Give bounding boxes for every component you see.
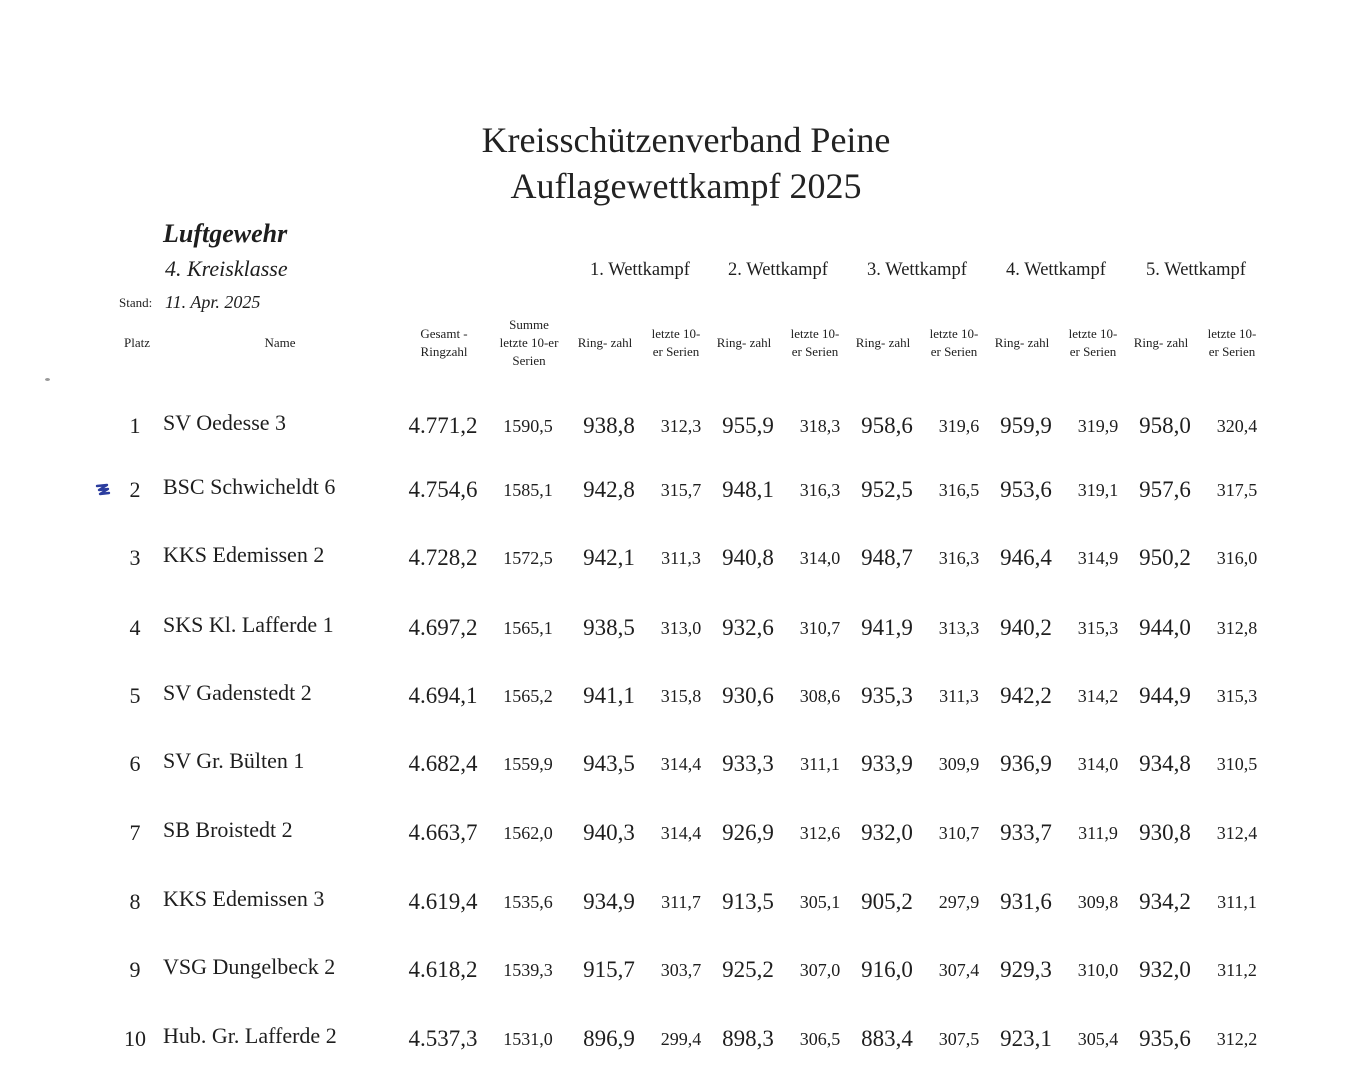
wettkampf-3-ringzahl-cell: 916,0 [861, 957, 913, 982]
wettkampf-4-ringzahl-cell: 936,9 [1000, 751, 1052, 776]
wettkampf-5-serien-cell: 311,2 [1217, 960, 1257, 980]
team-name-cell: Hub. Gr. Lafferde 2 [163, 1023, 337, 1048]
wettkampf-1-ringzahl-cell: 942,1 [583, 545, 635, 570]
wettkampf-5-serien-cell: 312,8 [1216, 618, 1258, 638]
wettkampf-2-ringzahl-cell: 933,3 [722, 751, 774, 776]
wettkampf-1-ringzahl-cell: 915,7 [583, 957, 635, 982]
wettkampf-3-ringzahl-cell: 883,4 [861, 1026, 913, 1051]
wettkampf-3-ringzahl-cell: 941,9 [861, 615, 913, 640]
table-row [0, 411, 1354, 441]
column-header-ringzahl-2: Ring- zahl [716, 335, 772, 350]
competition-header-2: 2. Wettkampf [728, 260, 828, 280]
wettkampf-5-ringzahl-cell: 934,2 [1139, 889, 1191, 914]
wettkampf-3-serien-cell: 307,4 [938, 960, 980, 980]
wettkampf-2-ringzahl-cell: 898,3 [722, 1026, 774, 1051]
platz-cell: 4 [129, 615, 141, 640]
wettkampf-2-serien-cell: 308,6 [799, 686, 841, 706]
wettkampf-4-ringzahl-cell: 942,2 [1000, 683, 1052, 708]
wettkampf-3-serien-cell: 319,6 [938, 416, 980, 436]
gesamt-ringzahl-cell: 4.694,1 [408, 683, 478, 708]
title-competition: Auflagewettkampf 2025 [510, 166, 862, 206]
wettkampf-5-ringzahl-cell: 944,9 [1139, 683, 1191, 708]
summe-serien-cell: 1531,0 [503, 1029, 553, 1049]
wettkampf-1-serien-cell: 311,3 [661, 548, 701, 568]
team-name-cell: BSC Schwicheldt 6 [163, 474, 336, 499]
wettkampf-2-serien-cell: 306,5 [799, 1029, 841, 1049]
summe-serien-cell: 1559,9 [503, 754, 553, 774]
wettkampf-1-serien-cell: 313,0 [660, 618, 702, 638]
column-header-line: er Serien [1208, 344, 1256, 359]
column-header-line: letzte 10-er [499, 335, 559, 350]
wettkampf-1-serien-cell: 314,4 [660, 823, 702, 843]
wettkampf-2-serien-cell: 307,0 [799, 960, 841, 980]
gesamt-ringzahl-cell: 4.663,7 [408, 820, 478, 845]
wettkampf-2-ringzahl-cell: 940,8 [722, 545, 774, 570]
table-row [0, 955, 1354, 985]
platz-cell: 7 [129, 820, 141, 845]
wettkampf-3-serien-cell: 316,5 [938, 480, 980, 500]
wettkampf-3-ringzahl-cell: 948,7 [861, 545, 913, 570]
summe-serien-cell: 1572,5 [503, 548, 553, 568]
wettkampf-2-ringzahl-cell: 925,2 [722, 957, 774, 982]
wettkampf-4-serien-cell: 315,3 [1077, 618, 1119, 638]
wettkampf-4-serien-cell: 314,2 [1077, 686, 1119, 706]
wettkampf-4-ringzahl-cell: 929,3 [1000, 957, 1052, 982]
wettkampf-2-ringzahl-cell: 955,9 [722, 413, 774, 438]
gesamt-ringzahl-cell: 4.697,2 [408, 615, 478, 640]
wettkampf-2-serien-cell: 316,3 [799, 480, 841, 500]
wettkampf-4-serien-cell: 311,9 [1078, 823, 1118, 843]
column-header-summe [484, 316, 574, 370]
wettkampf-5-serien-cell: 317,5 [1216, 480, 1258, 500]
column-header-serien-3 [921, 325, 987, 361]
wettkampf-4-ringzahl-cell: 953,6 [1000, 477, 1052, 502]
wettkampf-2-ringzahl-cell: 913,5 [722, 889, 774, 914]
table-row [0, 475, 1354, 505]
wettkampf-4-ringzahl-cell: 923,1 [1000, 1026, 1052, 1051]
wettkampf-1-serien-cell: 314,4 [660, 754, 702, 774]
wettkampf-2-serien-cell: 312,6 [799, 823, 841, 843]
summe-serien-cell: 1590,5 [503, 416, 553, 436]
platz-cell: 10 [124, 1026, 146, 1051]
wettkampf-1-serien-cell: 303,7 [660, 960, 702, 980]
discipline-label: Luftgewehr [163, 219, 288, 248]
wettkampf-4-serien-cell: 305,4 [1077, 1029, 1119, 1049]
column-header-line: Ringzahl [420, 344, 468, 359]
team-name-cell: KKS Edemissen 2 [163, 542, 325, 567]
wettkampf-4-serien-cell: 310,0 [1077, 960, 1119, 980]
column-header-line: er Serien [791, 344, 839, 359]
column-header-serien-4 [1060, 325, 1126, 361]
team-name-cell: SV Gr. Bülten 1 [163, 748, 305, 773]
wettkampf-1-serien-cell: 299,4 [660, 1029, 702, 1049]
wettkampf-4-serien-cell: 309,8 [1077, 892, 1119, 912]
table-row [0, 818, 1354, 848]
summe-serien-cell: 1565,2 [503, 686, 553, 706]
wettkampf-1-ringzahl-cell: 941,1 [583, 683, 635, 708]
competition-header-1: 1. Wettkampf [590, 260, 690, 280]
wettkampf-3-ringzahl-cell: 933,9 [861, 751, 913, 776]
wettkampf-5-ringzahl-cell: 944,0 [1139, 615, 1191, 640]
column-header-serien-1 [643, 325, 709, 361]
summe-serien-cell: 1535,6 [503, 892, 553, 912]
column-header-ringzahl-5: Ring- zahl [1133, 335, 1189, 350]
platz-cell: 3 [129, 545, 141, 570]
wettkampf-3-ringzahl-cell: 935,3 [861, 683, 913, 708]
gesamt-ringzahl-cell: 4.618,2 [408, 957, 478, 982]
wettkampf-2-serien-cell: 305,1 [799, 892, 841, 912]
wettkampf-5-serien-cell: 312,2 [1216, 1029, 1258, 1049]
column-header-line: letzte 10- [651, 326, 701, 341]
gesamt-ringzahl-cell: 4.619,4 [408, 889, 478, 914]
wettkampf-2-serien-cell: 318,3 [799, 416, 841, 436]
wettkampf-3-ringzahl-cell: 932,0 [861, 820, 913, 845]
table-row [0, 681, 1354, 711]
column-header-ringzahl-3: Ring- zahl [855, 335, 911, 350]
wettkampf-4-ringzahl-cell: 940,2 [1000, 615, 1052, 640]
column-header-line: Serien [512, 353, 546, 368]
competition-header-5: 5. Wettkampf [1146, 260, 1246, 280]
wettkampf-3-serien-cell: 310,7 [938, 823, 980, 843]
summe-serien-cell: 1539,3 [503, 960, 553, 980]
platz-cell: 2 [129, 477, 141, 502]
column-header-ringzahl-4: Ring- zahl [994, 335, 1050, 350]
wettkampf-1-ringzahl-cell: 934,9 [583, 889, 635, 914]
column-header-name: Name [264, 335, 296, 350]
column-header-ringzahl-1: Ring- zahl [577, 335, 633, 350]
wettkampf-5-ringzahl-cell: 932,0 [1139, 957, 1191, 982]
table-row [0, 887, 1354, 917]
table-row [0, 749, 1354, 779]
wettkampf-5-serien-cell: 316,0 [1216, 548, 1258, 568]
column-header-serien-5 [1199, 325, 1265, 361]
wettkampf-2-serien-cell: 314,0 [799, 548, 841, 568]
column-header-line: letzte 10- [1068, 326, 1118, 341]
wettkampf-2-ringzahl-cell: 932,6 [722, 615, 774, 640]
wettkampf-5-ringzahl-cell: 957,6 [1139, 477, 1191, 502]
wettkampf-1-ringzahl-cell: 896,9 [583, 1026, 635, 1051]
gesamt-ringzahl-cell: 4.728,2 [408, 545, 478, 570]
wettkampf-1-ringzahl-cell: 938,8 [583, 413, 635, 438]
column-header-line: letzte 10- [929, 326, 979, 341]
wettkampf-5-ringzahl-cell: 958,0 [1139, 413, 1191, 438]
team-name-cell: VSG Dungelbeck 2 [163, 954, 336, 979]
competition-header-3: 3. Wettkampf [867, 260, 967, 280]
wettkampf-4-serien-cell: 319,1 [1077, 480, 1119, 500]
platz-cell: 8 [129, 889, 141, 914]
wettkampf-1-serien-cell: 311,7 [661, 892, 701, 912]
team-name-cell: KKS Edemissen 3 [163, 886, 325, 911]
stand-label: Stand: [119, 295, 153, 310]
column-header-line: letzte 10- [1207, 326, 1257, 341]
wettkampf-5-serien-cell: 310,5 [1216, 754, 1258, 774]
gesamt-ringzahl-cell: 4.537,3 [408, 1026, 478, 1051]
gesamt-ringzahl-cell: 4.682,4 [408, 751, 478, 776]
wettkampf-3-ringzahl-cell: 952,5 [861, 477, 913, 502]
wettkampf-4-ringzahl-cell: 959,9 [1000, 413, 1052, 438]
wettkampf-2-ringzahl-cell: 948,1 [722, 477, 774, 502]
column-header-line: Summe [509, 317, 549, 332]
platz-cell: 1 [129, 413, 141, 438]
team-name-cell: SB Broistedt 2 [163, 817, 293, 842]
column-header-line: er Serien [1069, 344, 1117, 359]
platz-cell: 9 [129, 957, 141, 982]
platz-cell: 6 [129, 751, 141, 776]
wettkampf-1-ringzahl-cell: 938,5 [583, 615, 635, 640]
wettkampf-3-ringzahl-cell: 958,6 [861, 413, 913, 438]
summe-serien-cell: 1585,1 [503, 480, 553, 500]
wettkampf-1-ringzahl-cell: 942,8 [583, 477, 635, 502]
platz-cell: 5 [129, 683, 141, 708]
wettkampf-3-serien-cell: 311,3 [939, 686, 979, 706]
wettkampf-5-serien-cell: 312,4 [1216, 823, 1258, 843]
wettkampf-4-ringzahl-cell: 931,6 [1000, 889, 1052, 914]
summe-serien-cell: 1562,0 [503, 823, 553, 843]
wettkampf-5-ringzahl-cell: 934,8 [1139, 751, 1191, 776]
wettkampf-3-serien-cell: 309,9 [938, 754, 980, 774]
wettkampf-5-ringzahl-cell: 950,2 [1139, 545, 1191, 570]
wettkampf-5-serien-cell: 320,4 [1216, 416, 1258, 436]
column-header-gesamt [404, 325, 484, 361]
column-header-line: Gesamt - [420, 326, 468, 341]
wettkampf-1-ringzahl-cell: 943,5 [583, 751, 635, 776]
column-header-serien-2 [782, 325, 848, 361]
wettkampf-1-ringzahl-cell: 940,3 [583, 820, 635, 845]
wettkampf-2-serien-cell: 310,7 [799, 618, 841, 638]
wettkampf-3-serien-cell: 297,9 [938, 892, 980, 912]
wettkampf-1-serien-cell: 315,8 [660, 686, 702, 706]
stand-date: 11. Apr. 2025 [165, 292, 261, 312]
title-association: Kreisschützenverband Peine [481, 120, 891, 160]
wettkampf-1-serien-cell: 315,7 [660, 480, 702, 500]
team-name-cell: SKS Kl. Lafferde 1 [163, 612, 334, 637]
league-label: 4. Kreisklasse [165, 256, 288, 281]
wettkampf-2-ringzahl-cell: 930,6 [722, 683, 774, 708]
wettkampf-3-serien-cell: 307,5 [938, 1029, 980, 1049]
column-header-line: letzte 10- [790, 326, 840, 341]
wettkampf-3-serien-cell: 313,3 [938, 618, 980, 638]
column-header-line: er Serien [652, 344, 700, 359]
summe-serien-cell: 1565,1 [503, 618, 553, 638]
wettkampf-1-serien-cell: 312,3 [660, 416, 702, 436]
column-header-line: er Serien [930, 344, 978, 359]
table-row [0, 1024, 1354, 1054]
wettkampf-5-ringzahl-cell: 935,6 [1139, 1026, 1191, 1051]
wettkampf-5-ringzahl-cell: 930,8 [1139, 820, 1191, 845]
gesamt-ringzahl-cell: 4.771,2 [408, 413, 478, 438]
wettkampf-3-ringzahl-cell: 905,2 [861, 889, 913, 914]
wettkampf-4-ringzahl-cell: 946,4 [1000, 545, 1052, 570]
wettkampf-4-serien-cell: 314,0 [1077, 754, 1119, 774]
table-row [0, 613, 1354, 643]
competition-header-4: 4. Wettkampf [1006, 260, 1106, 280]
wettkampf-5-serien-cell: 315,3 [1216, 686, 1258, 706]
wettkampf-3-serien-cell: 316,3 [938, 548, 980, 568]
wettkampf-5-serien-cell: 311,1 [1217, 892, 1257, 912]
team-name-cell: SV Oedesse 3 [163, 410, 287, 435]
wettkampf-2-serien-cell: 311,1 [800, 754, 840, 774]
wettkampf-2-ringzahl-cell: 926,9 [722, 820, 774, 845]
scan-speck [45, 378, 50, 381]
wettkampf-4-serien-cell: 314,9 [1077, 548, 1119, 568]
wettkampf-4-serien-cell: 319,9 [1077, 416, 1119, 436]
wettkampf-4-ringzahl-cell: 933,7 [1000, 820, 1052, 845]
column-header-platz: Platz [124, 335, 150, 350]
table-row [0, 543, 1354, 573]
team-name-cell: SV Gadenstedt 2 [163, 680, 312, 705]
gesamt-ringzahl-cell: 4.754,6 [408, 477, 478, 502]
